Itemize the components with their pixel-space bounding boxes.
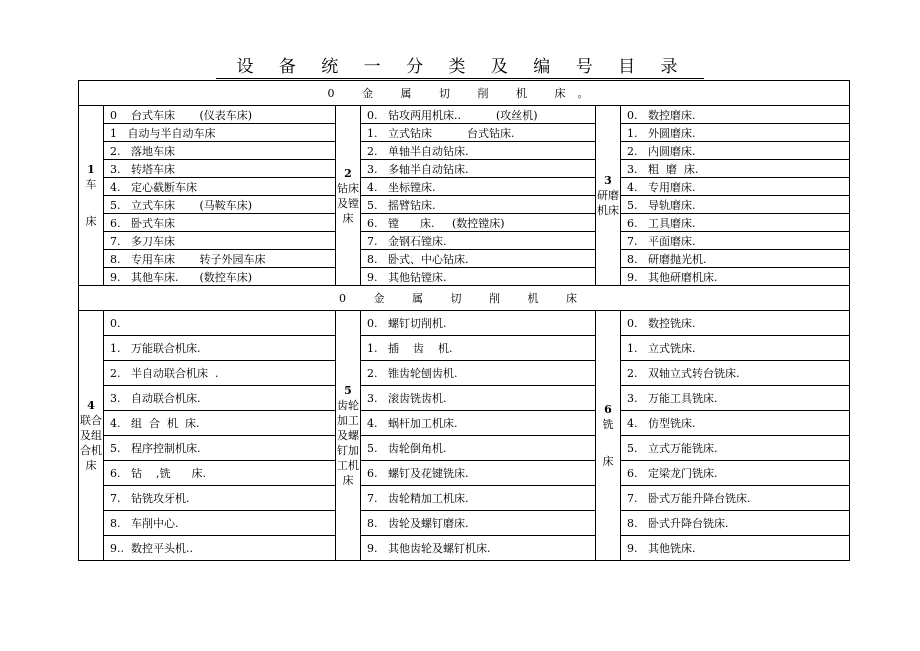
group-name: 联合及组合机床 [80, 414, 102, 472]
group-name-top: 车 [85, 178, 97, 191]
table-row [79, 361, 850, 386]
group-number: 6 [604, 403, 612, 416]
group-5-item-4: 4. 蜗杆加工机床. [361, 411, 596, 436]
group-number: 1 [87, 163, 95, 176]
group-label-6 [596, 311, 621, 561]
group-3-item-3: 3. 粗 磨 床. [621, 160, 850, 178]
group-5-item-2: 2. 锥齿轮刨齿机. [361, 361, 596, 386]
group-4-item-2: 2. 半自动联合机床 . [104, 361, 336, 386]
group-3-item-8: 8. 研磨抛光机. [621, 250, 850, 268]
table-row [79, 178, 850, 196]
group-3-item-1: 1. 外圆磨床. [621, 124, 850, 142]
group-5-item-3: 3. 滚齿铣齿机. [361, 386, 596, 411]
group-label-1 [79, 106, 104, 286]
group-4-item-6: 6. 钻 ,铣 床. [104, 461, 336, 486]
table-row [79, 142, 850, 160]
page-title-text: 设 备 统 一 分 类 及 编 号 目 录 [216, 57, 703, 79]
group-label-2 [336, 106, 361, 286]
group-1-item-3: 3. 转塔车床 [104, 160, 336, 178]
group-4-item-8: 8. 车削中心. [104, 511, 336, 536]
group-6-item-1: 1. 立式铣床. [621, 336, 850, 361]
group-name-gap [596, 432, 620, 454]
group-number: 3 [604, 174, 612, 187]
group-6-item-6: 6. 定梁龙门铣床. [621, 461, 850, 486]
group-2-item-3: 3. 多轴半自动钻床. [361, 160, 596, 178]
group-name: 钻床及镗床 [337, 181, 359, 225]
table-row [79, 436, 850, 461]
group-3-item-0: 0. 数控磨床. [621, 106, 850, 124]
group-name-top: 铣 [602, 418, 614, 431]
table-row [79, 486, 850, 511]
group-2-item-7: 7. 金钢石镗床. [361, 232, 596, 250]
group-number: 5 [344, 384, 352, 397]
group-4-item-1: 1. 万能联合机床. [104, 336, 336, 361]
table-row [79, 336, 850, 361]
classification-table [78, 80, 850, 561]
group-label-3 [596, 106, 621, 286]
group-number: 2 [344, 166, 352, 180]
table-row [79, 160, 850, 178]
table-row [79, 250, 850, 268]
group-5-item-6: 6. 螺钉及花键铣床. [361, 461, 596, 486]
group-6-item-2: 2. 双轴立式转台铣床. [621, 361, 850, 386]
group-6-item-8: 8. 卧式升降台铣床. [621, 511, 850, 536]
group-name-bottom: 床 [85, 215, 97, 228]
group-1-item-6: 6. 卧式车床 [104, 214, 336, 232]
group-1-item-9: 9. 其他车床. (数控车床) [104, 268, 336, 286]
group-6-item-0: 0. 数控铣床. [621, 311, 850, 336]
group-1-item-7: 7. 多刀车床 [104, 232, 336, 250]
table-row [79, 411, 850, 436]
table-row [79, 268, 850, 286]
group-5-item-0: 0. 螺钉切削机. [361, 311, 596, 336]
group-3-item-6: 6. 工具磨床. [621, 214, 850, 232]
group-name-gap [79, 192, 103, 214]
group-3-item-4: 4. 专用磨床. [621, 178, 850, 196]
group-5-item-5: 5. 齿轮倒角机. [361, 436, 596, 461]
group-6-item-9: 9. 其他铣床. [621, 536, 850, 561]
group-name-bottom: 床 [602, 455, 614, 468]
group-3-item-2: 2. 内圆磨床. [621, 142, 850, 160]
table-row [79, 106, 850, 124]
group-2-item-9: 9. 其他钻镗床. [361, 268, 596, 286]
table-row [79, 196, 850, 214]
group-5-item-7: 7. 齿轮精加工机床. [361, 486, 596, 511]
group-6-item-7: 7. 卧式万能升降台铣床. [621, 486, 850, 511]
group-label-5 [336, 311, 361, 561]
group-4-item-3: 3. 自动联合机床. [104, 386, 336, 411]
group-1-item-4: 4. 定心截断车床 [104, 178, 336, 196]
group-1-item-1: 1 自动与半自动车床 [104, 124, 336, 142]
table-row [79, 386, 850, 411]
group-4-item-0: 0. [104, 311, 336, 336]
group-2-item-6: 6. 镗 床. (数控镗床) [361, 214, 596, 232]
page-title [0, 52, 920, 77]
group-1-item-0: 0 台式车床 (仪表车床) [104, 106, 336, 124]
group-name: 研磨机床 [597, 189, 619, 217]
section-1-header-row [79, 81, 850, 106]
group-1-item-2: 2. 落地车床 [104, 142, 336, 160]
group-2-item-1: 1. 立式钻床 台式钻床. [361, 124, 596, 142]
group-2-item-5: 5. 摇臂钻床. [361, 196, 596, 214]
group-4-item-9: 9.. 数控平头机.. [104, 536, 336, 561]
table-row [79, 536, 850, 561]
table-row [79, 461, 850, 486]
group-number: 4 [87, 399, 95, 412]
table-row [79, 232, 850, 250]
group-2-item-2: 2. 单轴半自动钻床. [361, 142, 596, 160]
group-5-item-9: 9. 其他齿轮及螺钉机床. [361, 536, 596, 561]
group-3-item-5: 5. 导轨磨床. [621, 196, 850, 214]
group-label-4 [79, 311, 104, 561]
group-3-item-7: 7. 平面磨床. [621, 232, 850, 250]
group-4-item-4: 4. 组 合 机 床. [104, 411, 336, 436]
group-name: 齿轮加工及螺钉加工机床 [337, 399, 359, 487]
group-2-item-0: 0. 钻攻两用机床.. (攻丝机) [361, 106, 596, 124]
group-2-item-4: 4. 坐标镗床. [361, 178, 596, 196]
group-4-item-5: 5. 程序控制机床. [104, 436, 336, 461]
group-6-item-5: 5. 立式万能铣床. [621, 436, 850, 461]
group-6-item-4: 4. 仿型铣床. [621, 411, 850, 436]
group-1-item-8: 8. 专用车床 转子外园车床 [104, 250, 336, 268]
group-6-item-3: 3. 万能工具铣床. [621, 386, 850, 411]
group-2-item-8: 8. 卧式、中心钻床. [361, 250, 596, 268]
table-row [79, 511, 850, 536]
section-2-header: 0 金 属 切 削 机 床 [79, 286, 850, 311]
section-2-header-row [79, 286, 850, 311]
group-5-item-1: 1. 插 齿 机. [361, 336, 596, 361]
group-1-item-5: 5. 立式车床 (马鞍车床) [104, 196, 336, 214]
table-row [79, 124, 850, 142]
group-3-item-9: 9. 其他研磨机床. [621, 268, 850, 286]
group-5-item-8: 8. 齿轮及螺钉磨床. [361, 511, 596, 536]
group-4-item-7: 7. 钻铣攻牙机. [104, 486, 336, 511]
section-1-header: 0 金 属 切 削 机 床。 [79, 81, 850, 106]
table-row [79, 311, 850, 336]
table-row [79, 214, 850, 232]
